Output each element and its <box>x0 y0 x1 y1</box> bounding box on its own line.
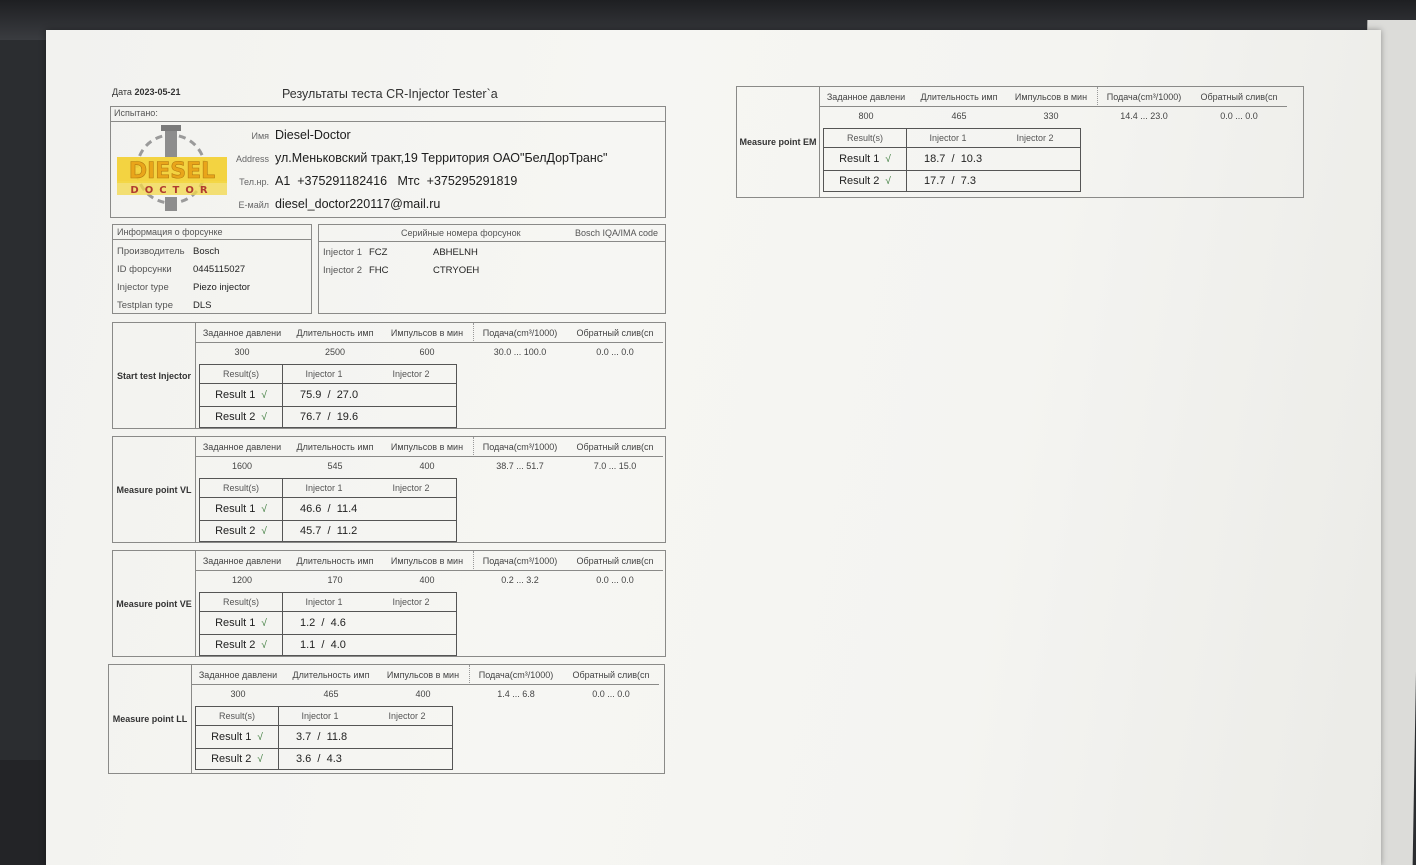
column-header: Подача(cm³/1000) <box>473 437 567 457</box>
column-header: Импульсов в мин <box>381 551 474 571</box>
result-label: Result 2 <box>215 525 256 537</box>
test-value: 300 <box>230 688 246 699</box>
company-address-row <box>229 151 607 165</box>
tested-label: Испытано: <box>114 108 158 118</box>
results-table <box>195 706 453 770</box>
result-label: Result 1 <box>215 617 256 629</box>
result-row <box>200 498 456 521</box>
column-header: Обратный слив(cn <box>567 437 663 457</box>
check-icon: √ <box>261 411 267 423</box>
test-block-measure-point-em <box>736 86 1304 198</box>
result-row <box>196 748 452 770</box>
result-label: Result 2 <box>211 753 252 765</box>
result-label: Result 1 <box>839 153 880 165</box>
company-email: diesel_doctor220117@mail.ru <box>275 197 441 211</box>
result-row <box>200 612 456 635</box>
result-label: Result 2 <box>839 175 880 187</box>
results-header: Injector 1 <box>278 707 362 726</box>
test-block-measure-point-ll <box>108 664 665 774</box>
test-value: 30.0 ... 100.0 <box>493 346 547 357</box>
test-name: Measure point VE <box>113 551 196 656</box>
test-value: 545 <box>327 460 343 471</box>
column-header: Заданное давлени <box>195 437 289 457</box>
result-value: 1.2 / 4.6 <box>300 617 346 629</box>
check-icon: √ <box>261 503 267 515</box>
column-header: Обратный слив(cn <box>567 323 663 343</box>
column-header: Заданное давлени <box>191 665 285 685</box>
results-table <box>199 592 457 656</box>
check-icon: √ <box>261 639 267 651</box>
result-value: 1.1 / 4.0 <box>300 639 346 651</box>
injector-info-row: Injector type Piezo injector <box>117 282 251 293</box>
results-header: Injector 2 <box>990 129 1080 148</box>
results-header: Injector 2 <box>366 593 456 612</box>
result-label: Result 1 <box>211 731 252 743</box>
test-value: 2500 <box>324 346 346 357</box>
column-header: Импульсов в мин <box>377 665 470 685</box>
column-header: Заданное давлени <box>195 323 289 343</box>
test-value: 7.0 ... 15.0 <box>593 460 637 471</box>
results-table <box>199 478 457 542</box>
logo-text-diesel: DIESEL <box>128 159 216 184</box>
page-title: Результаты теста CR-Injector Tester`a <box>282 87 498 101</box>
result-value: 17.7 / 7.3 <box>924 175 976 187</box>
test-block-start-test-injector <box>112 322 666 429</box>
results-header: Injector 1 <box>282 365 366 384</box>
test-value: 400 <box>419 460 435 471</box>
test-value: 0.2 ... 3.2 <box>501 574 539 585</box>
column-header: Подача(cm³/1000) <box>469 665 563 685</box>
result-value: 76.7 / 19.6 <box>300 411 359 423</box>
result-value: 75.9 / 27.0 <box>300 389 359 401</box>
test-value: 600 <box>419 346 435 357</box>
diesel-doctor-logo <box>113 123 231 215</box>
test-name: Measure point LL <box>109 665 192 773</box>
column-header: Длительность имп <box>289 323 381 343</box>
test-value: 800 <box>858 110 874 121</box>
result-value: 3.6 / 4.3 <box>296 753 342 765</box>
injector-info-title: Информация о форсунке <box>117 227 223 237</box>
date-line <box>112 87 181 97</box>
test-name: Start test Injector <box>113 323 196 428</box>
results-header: Result(s) <box>824 129 907 148</box>
serial-row: Injector 2 FHC CTRYOEH <box>323 265 480 276</box>
results-header: Injector 1 <box>906 129 990 148</box>
test-value: 300 <box>234 346 250 357</box>
test-name: Measure point VL <box>113 437 196 542</box>
check-icon: √ <box>257 753 263 765</box>
result-row <box>200 634 456 656</box>
serials-title: Серийные номера форсунок <box>401 228 521 238</box>
column-header: Подача(cm³/1000) <box>473 551 567 571</box>
test-value: 0.0 ... 0.0 <box>592 688 630 699</box>
company-box <box>110 106 666 218</box>
result-row <box>824 148 1080 171</box>
check-icon: √ <box>261 389 267 401</box>
test-value: 1600 <box>231 460 253 471</box>
column-header: Обратный слив(cn <box>1191 87 1287 107</box>
test-block-measure-point-vl <box>112 436 666 543</box>
results-header: Result(s) <box>200 365 283 384</box>
company-address: ул.Меньковский тракт,19 Территория ОАО"БелДорТранс" <box>275 151 608 165</box>
test-value: 400 <box>419 574 435 585</box>
check-icon: √ <box>261 525 267 537</box>
result-label: Result 2 <box>215 411 256 423</box>
result-label: Result 2 <box>215 639 256 651</box>
results-header: Injector 2 <box>362 707 452 726</box>
result-value: 18.7 / 10.3 <box>924 153 983 165</box>
column-header: Обратный слив(cn <box>567 551 663 571</box>
result-label: Result 1 <box>215 503 256 515</box>
test-value: 14.4 ... 23.0 <box>1120 110 1168 121</box>
column-header: Обратный слив(cn <box>563 665 659 685</box>
column-header: Длительность имп <box>289 551 381 571</box>
column-header: Импульсов в мин <box>1005 87 1098 107</box>
test-value: 1.4 ... 6.8 <box>497 688 535 699</box>
results-table <box>199 364 457 428</box>
date-label: Дата <box>112 87 132 97</box>
check-icon: √ <box>885 153 891 165</box>
results-header: Injector 2 <box>366 365 456 384</box>
company-name-row <box>229 128 351 142</box>
result-label: Result 1 <box>215 389 256 401</box>
column-header: Длительность имп <box>285 665 377 685</box>
results-header: Result(s) <box>196 707 279 726</box>
result-value: 45.7 / 11.2 <box>300 525 358 537</box>
injector-info-row: Testplan type DLS <box>117 300 212 311</box>
column-header: Заданное давлени <box>195 551 289 571</box>
results-header: Injector 2 <box>366 479 456 498</box>
result-row <box>824 170 1080 192</box>
injector-info-row: ID форсунки 0445115027 <box>117 264 246 275</box>
date-value: 2023-05-21 <box>134 87 181 97</box>
result-row <box>200 384 456 407</box>
test-value: 465 <box>951 110 967 121</box>
check-icon: √ <box>885 175 891 187</box>
column-header: Импульсов в мин <box>381 323 474 343</box>
column-header: Подача(cm³/1000) <box>473 323 567 343</box>
column-header: Заданное давлени <box>819 87 913 107</box>
company-phone-row <box>229 174 517 188</box>
divider <box>111 121 665 122</box>
serial-row: Injector 1 FCZ ABHELNH <box>323 247 478 258</box>
test-value: 38.7 ... 51.7 <box>496 460 544 471</box>
test-value: 0.0 ... 0.0 <box>1220 110 1258 121</box>
results-table <box>823 128 1081 192</box>
injector-info-row: Производитель Bosch <box>117 246 220 257</box>
column-header: Подача(cm³/1000) <box>1097 87 1191 107</box>
results-header: Result(s) <box>200 593 283 612</box>
result-row <box>196 726 452 749</box>
company-email-row <box>229 197 440 211</box>
result-row <box>200 520 456 542</box>
test-value: 330 <box>1043 110 1059 121</box>
result-value: 46.6 / 11.4 <box>300 503 358 515</box>
test-value: 400 <box>415 688 431 699</box>
address-key: Address <box>235 154 269 164</box>
results-header: Injector 1 <box>282 479 366 498</box>
serials-code-title: Bosch IQA/IMA code <box>575 228 659 238</box>
name-key: Имя <box>251 131 269 141</box>
phone-key: Тел.нр. <box>239 177 269 187</box>
report-sheet <box>46 30 1381 865</box>
results-header: Result(s) <box>200 479 283 498</box>
check-icon: √ <box>261 617 267 629</box>
check-icon: √ <box>257 731 263 743</box>
test-value: 0.0 ... 0.0 <box>596 574 634 585</box>
company-phone: A1 +375291182416 Мтс +375295291819 <box>275 174 518 188</box>
test-value: 1200 <box>231 574 253 585</box>
serials-box <box>318 224 666 314</box>
test-name: Measure point EM <box>737 87 820 197</box>
test-value: 465 <box>323 688 339 699</box>
test-value: 0.0 ... 0.0 <box>596 346 634 357</box>
test-block-measure-point-ve <box>112 550 666 657</box>
result-value: 3.7 / 11.8 <box>296 731 348 743</box>
test-value: 170 <box>327 574 343 585</box>
result-row <box>200 406 456 428</box>
email-key: E-майл <box>238 200 269 210</box>
logo-text-doctor: DOCTOR <box>130 185 214 196</box>
column-header: Импульсов в мин <box>381 437 474 457</box>
injector-info-box <box>112 224 312 314</box>
company-name: Diesel-Doctor <box>275 128 351 142</box>
results-header: Injector 1 <box>282 593 366 612</box>
column-header: Длительность имп <box>289 437 381 457</box>
column-header: Длительность имп <box>913 87 1005 107</box>
